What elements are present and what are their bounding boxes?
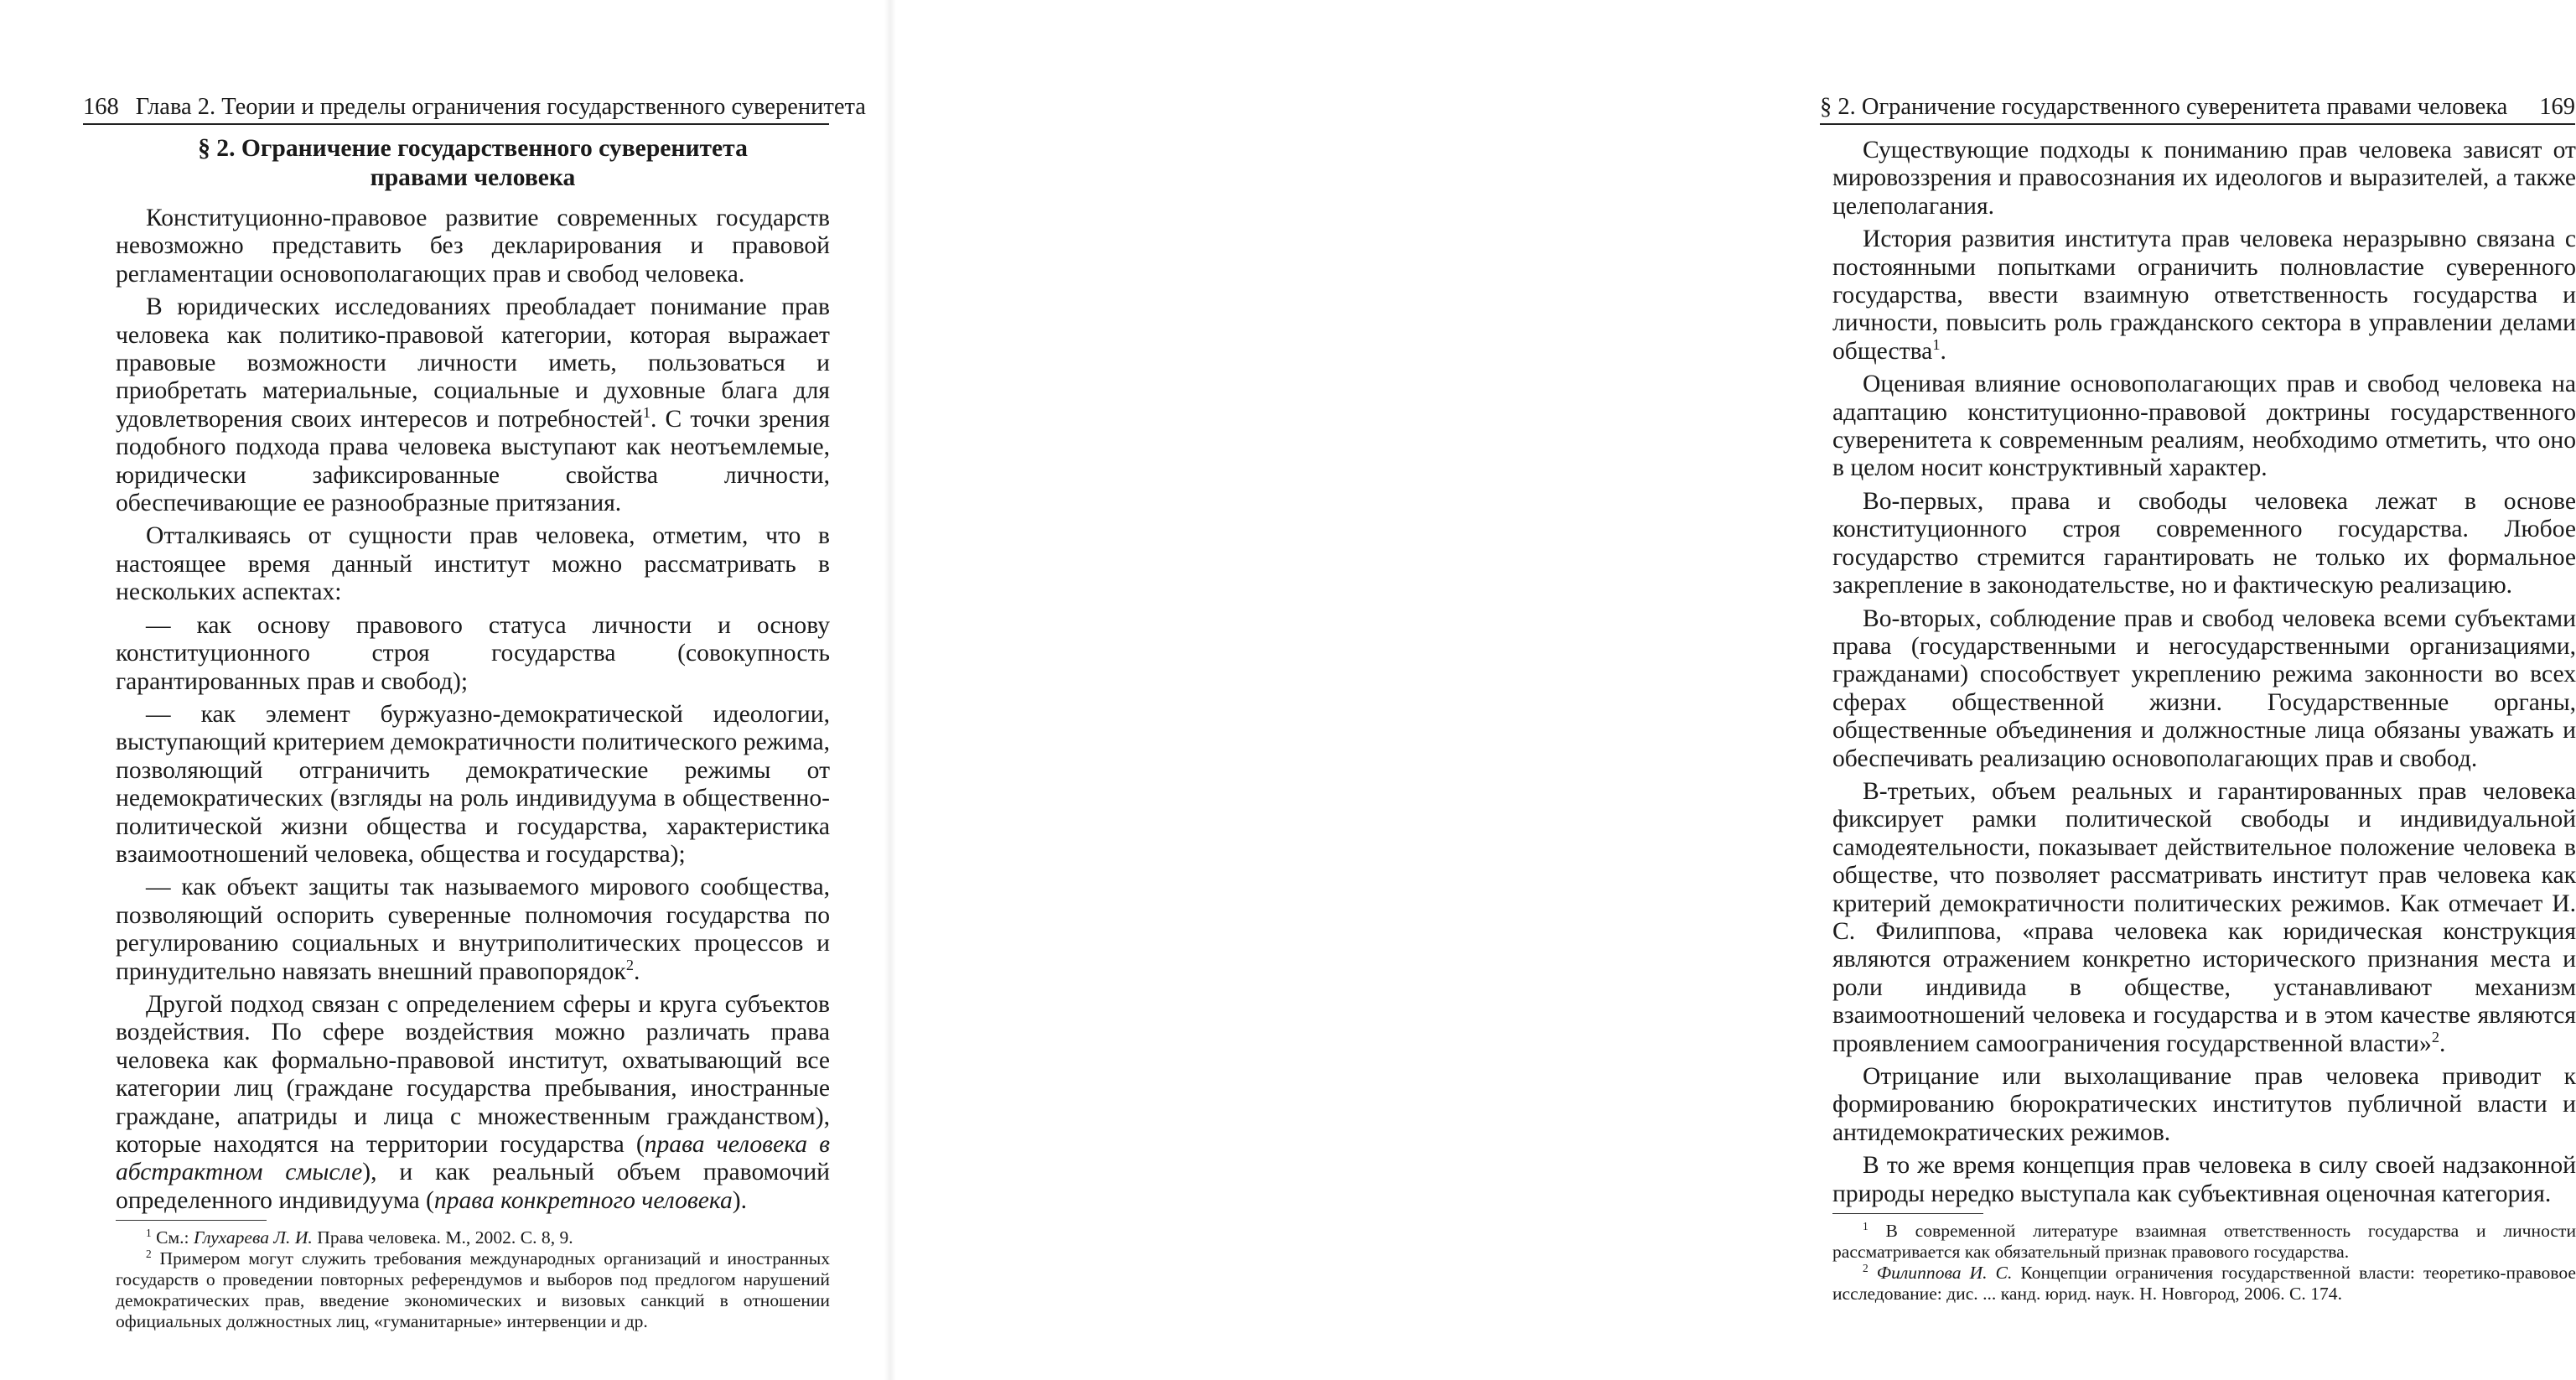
right-running-head [1820,91,2575,124]
list-item: — как элемент буржуазно-демократической идеологии, выступающий критерием демократичности политического режима, позволяющий отграничить демократические режимы от недемократических (взгляды на роль индивидуума в общественно-политической жизни общества и государства, характеристика взаимоотношений человека, общества и государства); [116,700,830,868]
section-title-line-1: § 2. Ограничение государственного суверенитета [198,135,748,162]
right-running-head-text: § 2. Ограничение государственного суверенитета правами человека [1820,94,2508,120]
left-page-number: 168 [83,94,119,120]
section-title [116,134,830,193]
left-page [0,0,890,1380]
right-header-rule [1820,123,2575,125]
footnote-ref: 2 [625,956,634,973]
left-text-column [116,134,830,1332]
footnote: $^2$ Филиппова И. С. Концепции ограничения государственной власти: теоретико-правовое исследование: дис. ... канд. юрид. наук. Н. Новгород, 2006. С. 174. [1832,1261,2576,1305]
footnote-rule [116,1220,267,1221]
paragraph: В юридических исследованиях преобладает понимание прав человека как политико-правовой категории, которая выражает правовые возможности личности иметь, пользоваться и приобретать материальные, социальные и духовные блага для удовлетворения своих интересов и потребностей$^1$. С точки зрения подобного подхода права человека выступают как неотъемлемые, юридически зафиксированные свойства личности, обеспечивающие ее разнообразные притязания. [116,293,830,517]
paragraph: Существующие подходы к пониманию прав человека зависят от мировоззрения и правосознания их идеологов и выразителей, а также целеполагания. [1832,137,2576,220]
footnote-ref: 1 [642,403,650,421]
list-item: — как основу правового статуса личности и основу конституционного строя государства (совокупность гарантированных прав и свобод); [116,611,830,695]
footnotes [1832,1221,2576,1305]
paragraph: Конституционно-правовое развитие современных государств невозможно представить без декларирования и правовой регламентации основополагающих прав и свобод человека. [116,205,830,288]
left-running-head [83,91,866,124]
footnote-ref: 1 [1932,335,1941,353]
right-page-number: 169 [2539,94,2575,120]
paragraph: Оценивая влияние основополагающих прав и свобод человека на адаптацию конституционно-правовой доктрины государственного суверенитета к современным реалиям, необходимо отметить, что оно в целом носит конструктивный характер. [1832,371,2576,482]
left-running-head-text: Глава 2. Теории и пределы ограничения государственного суверенитета [135,94,866,120]
paragraph: История развития института прав человека неразрывно связана с постоянными попытками ограничить полновластие суверенного государства, ввести взаимную ответственность государства и личности, повысить роль гражданского сектора в управлении делами общества$^1$. [1832,226,2576,365]
footnote: $^2$ Примером могут служить требования международных организаций и иностранных государств о проведении повторных референдумов и выборов под предлогом нарушений демократических прав, введение экономических и визовых санкций в отношении официальных должностных лиц, «гуманитарные» интервенции и др. [116,1248,830,1332]
left-header-rule [83,123,829,125]
paragraph: Во-вторых, соблюдение прав и свобод человека всеми субъектами права (государственными и негосударственными организациями, гражданами) способствует укреплению режима законности во всех сферах общественной жизни. Государственные органы, общественные объединения и должностные лица обязаны уважать и обеспечивать реализацию основополагающих прав и свобод. [1832,604,2576,772]
paragraph: Отталкиваясь от сущности прав человека, отметим, что в настоящее время данный институт можно рассматривать в нескольких аспектах: [116,522,830,606]
paragraph: Другой подход связан с определением сферы и круга субъектов воздействия. По сфере воздействия можно различать права человека как формально-правовой институт, охватывающий все категории лиц (граждане государства пребывания, иностранные граждане, апатриды и лица с множественным гражданством), которые находятся на территории государства (права человека в абстрактном смысле), и как реальный объем правомочий определенного индивидуума (права конкретного человека). [116,990,830,1214]
footnote: $^1$ В современной литературе взаимная ответственность государства и личности рассматривается как обязательный признак правового государства. [1832,1219,2576,1263]
paragraph: Отрицание или выхолащивание прав человека приводит к формированию бюрократических институтов публичной власти и антидемократических режимов. [1832,1063,2576,1146]
footnote: $^1$ См.: Глухарева Л. И. Права человека. М., 2002. С. 8, 9. [146,1227,573,1248]
paragraph: Во-первых, права и свободы человека лежат в основе конституционного строя современного государства. Любое государство стремится гарантировать не только их формальное закрепление в законодательстве, но и фактическую реализацию. [1832,487,2576,599]
footnotes [116,1227,830,1332]
paragraph: В-третьих, объем реальных и гарантированных прав человека фиксирует рамки политической свободы и индивидуальной самодеятельности, показывает действительное положение человека в обществе, что позволяет рассматривать институт прав человека как критерий демократичности политических режимов. Как отмечает И. С. Филиппова, «права человека как юридическая конструкция являются отражением конкретно исторического признания места и роли индивида в обществе, устанавливают механизм взаимоотношений человека и государства и в этом качестве являются проявлением самоограничения государственной власти»$^2$. [1832,777,2576,1057]
right-page [890,0,2576,1380]
paragraph: В то же время концепция прав человека в силу своей надзаконной природы нередко выступала как субъективная оценочная категория. [1832,1152,2576,1207]
list-item: — как объект защиты так называемого мирового сообщества, позволяющий оспорить суверенные полномочия государства по регулированию социальных и внутриполитических процессов и принудительно навязать внешний правопорядок$^2$. [116,874,830,985]
footnote-rule [1832,1213,1983,1214]
section-title-line-2: правами человека [370,164,576,191]
right-text-column [1832,137,2576,1305]
footnote-ref: 2 [2431,1028,2439,1045]
